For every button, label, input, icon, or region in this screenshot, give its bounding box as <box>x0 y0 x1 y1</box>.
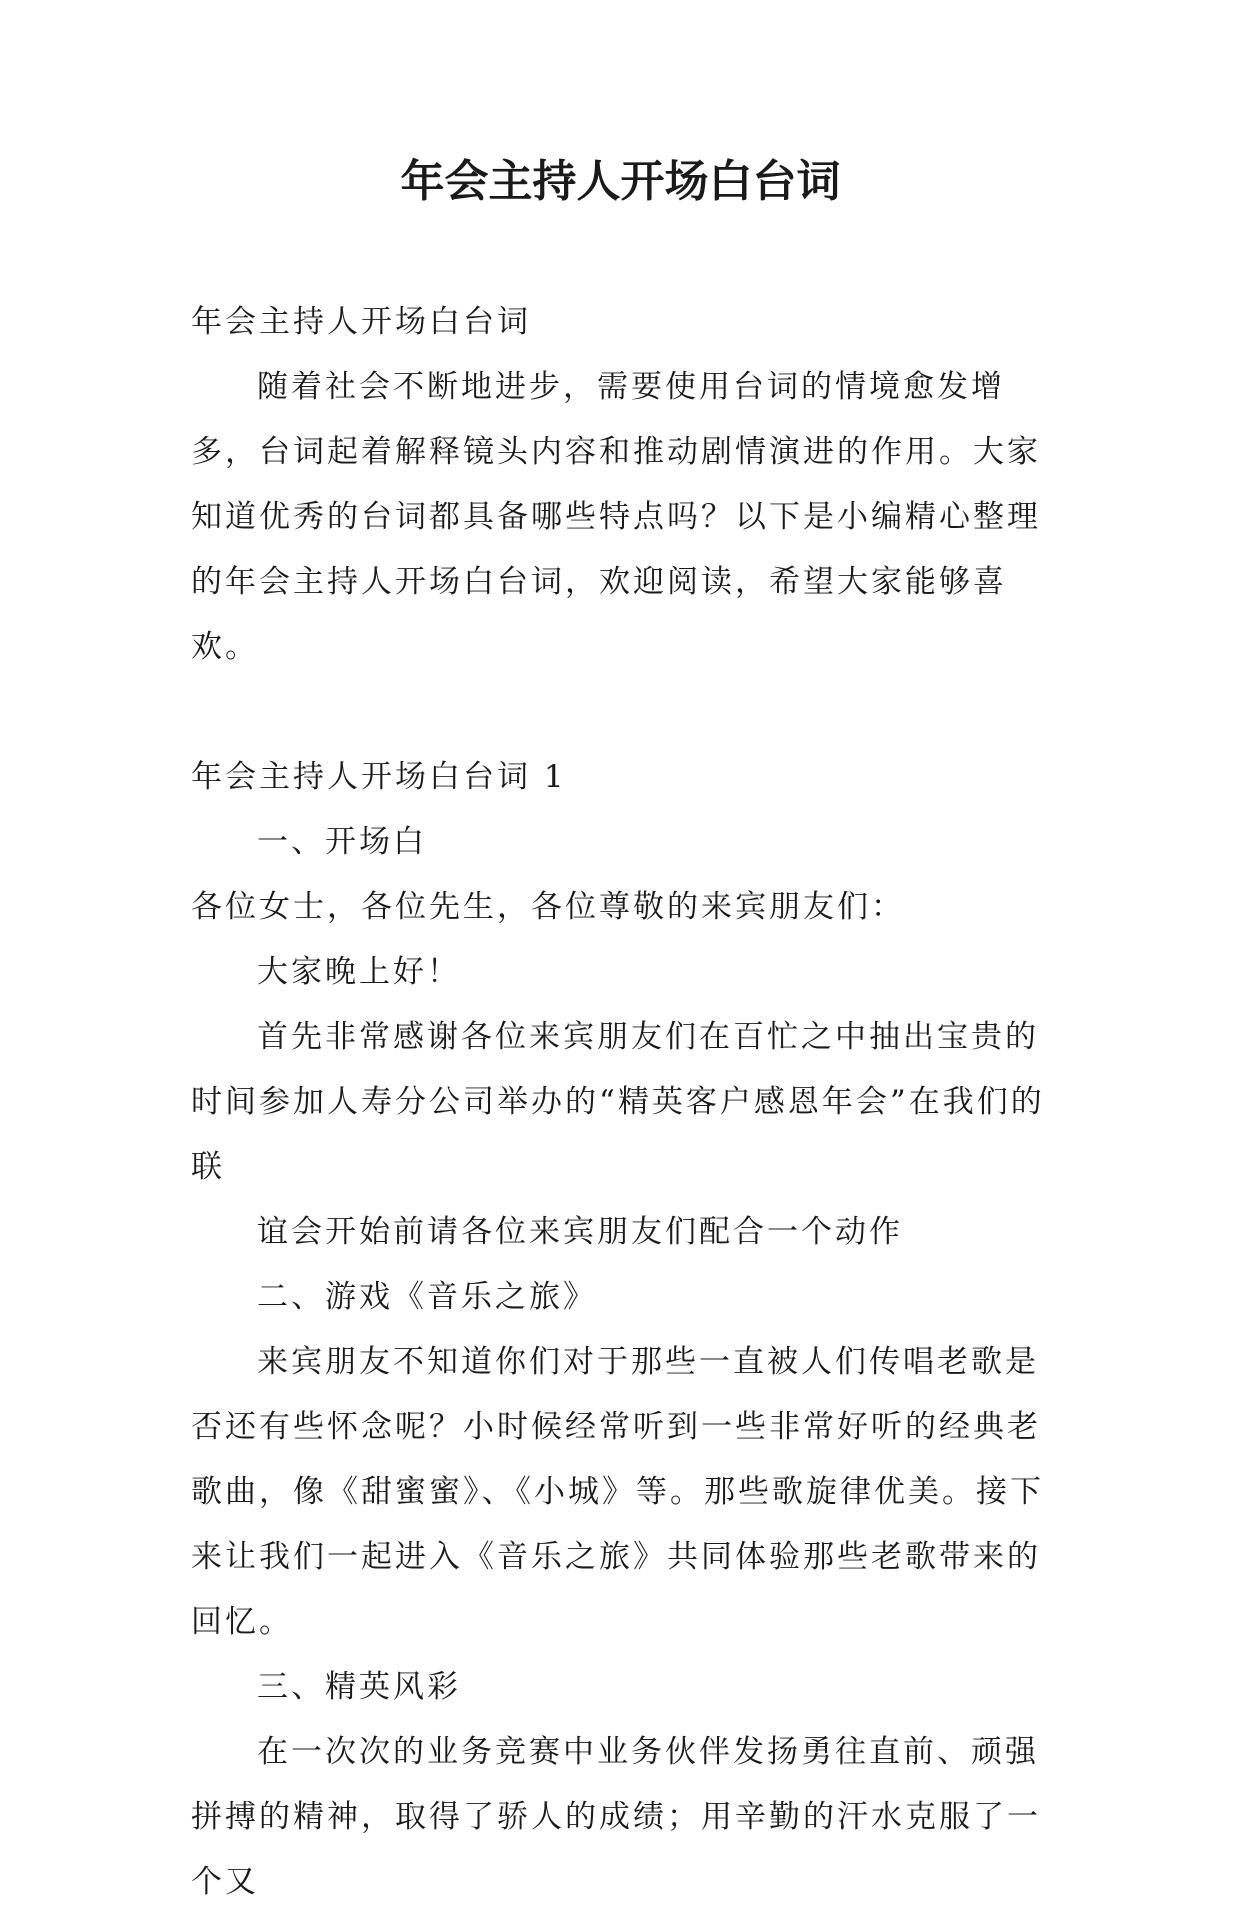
paragraph-greeting: 各位女士，各位先生，各位尊敬的来宾朋友们： <box>191 889 905 925</box>
subheading-elite: 三、精英风彩 <box>257 1669 461 1705</box>
paragraph-gap <box>191 680 1061 745</box>
subheading-opening: 一、开场白 <box>257 824 427 860</box>
paragraph-intro: 随着社会不断地进步，需要使用台词的情境愈发增多，台词起着解释镜头内容和推动剧情演进的作用。大家知道优秀的台词都具备哪些特点吗？以下是小编精心整理的年会主持人开场白台词，欢迎阅读，希望大家能够喜欢。 <box>191 369 1041 665</box>
subheading-game: 二、游戏《音乐之旅》 <box>257 1279 597 1315</box>
paragraph-music: 来宾朋友不知道你们对于那些一直被人们传唱老歌是否还有些怀念呢？小时候经常听到一些非常好听的经典老歌曲，像《甜蜜蜜》、《小城》等。那些歌旋律优美。接下来让我们一起进入《音乐之旅》共同体验那些老歌带来的回忆。 <box>191 1344 1044 1640</box>
section-heading-1: 年会主持人开场白台词 1 <box>191 759 567 795</box>
paragraph-good-evening: 大家晚上好！ <box>257 954 461 990</box>
paragraph-competition: 在一次次的业务竞赛中业务伙伴发扬勇往直前、顽强拼搏的精神，取得了骄人的成绩；用辛勤的汗水克服了一个又 <box>191 1734 1041 1900</box>
document-title: 年会主持人开场白台词 <box>400 156 841 207</box>
document-body <box>191 290 1061 1915</box>
paragraph-heading: 年会主持人开场白台词 <box>191 304 531 340</box>
paragraph-thanks: 首先非常感谢各位来宾朋友们在百忙之中抽出宝贵的时间参加人寿分公司举办的“精英客户感恩年会”在我们的联 <box>191 1019 1045 1185</box>
paragraph-action: 谊会开始前请各位来宾朋友们配合一个动作 <box>257 1214 903 1250</box>
